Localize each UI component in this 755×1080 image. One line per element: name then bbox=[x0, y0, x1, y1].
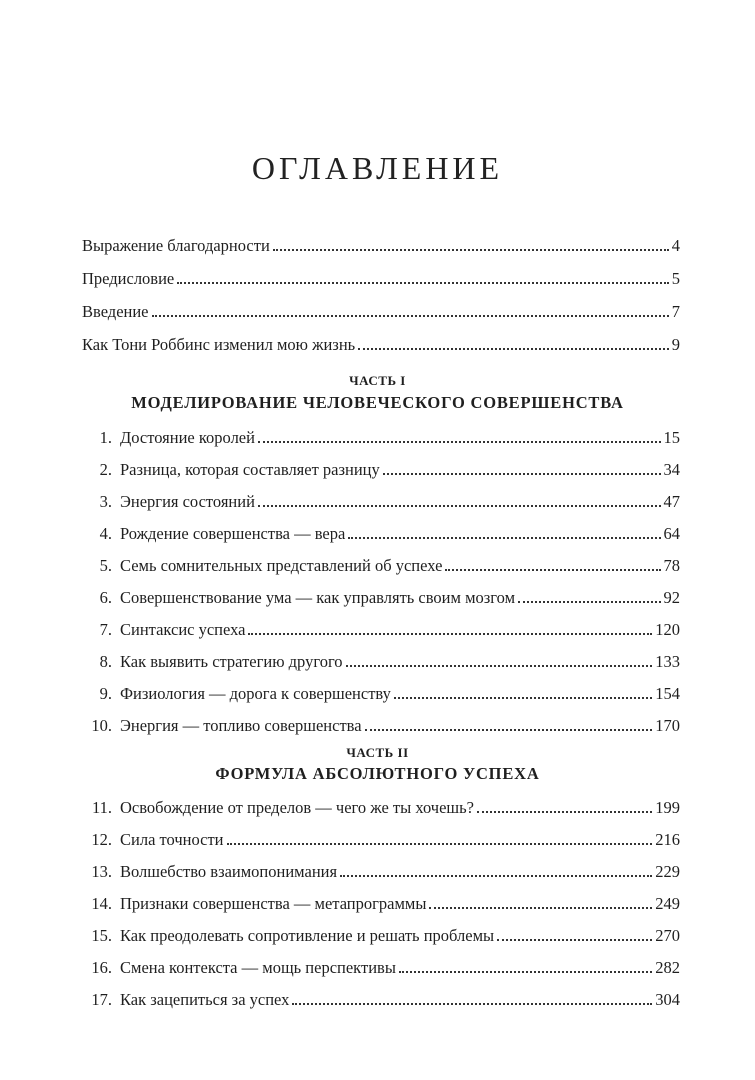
dot-leader bbox=[477, 810, 652, 813]
chapter-page: 133 bbox=[655, 652, 680, 671]
chapter-label: Рождение совершенства — вера bbox=[120, 524, 346, 543]
chapter-page: 78 bbox=[663, 556, 680, 575]
chapter-number: 3. bbox=[99, 492, 112, 511]
chapter-label: Сила точности bbox=[120, 830, 224, 849]
toc-entry-label: Как Тони Роббинс изменил мою жизнь bbox=[82, 335, 356, 354]
chapter-number: 10. bbox=[91, 716, 112, 735]
dot-leader bbox=[429, 906, 652, 909]
dot-leader bbox=[365, 728, 653, 731]
toc-chapter-17[interactable] bbox=[84, 986, 680, 1010]
dot-leader bbox=[340, 874, 652, 877]
chapter-number: 4. bbox=[99, 524, 112, 543]
chapter-page: 216 bbox=[655, 830, 680, 849]
chapter-page: 92 bbox=[663, 588, 680, 607]
toc-entry-page: 7 bbox=[671, 302, 680, 321]
part-1-label: ЧАСТЬ I bbox=[349, 373, 406, 388]
chapter-label: Разница, которая составляет разницу bbox=[120, 460, 380, 479]
chapter-number: 8. bbox=[99, 652, 112, 671]
dot-leader bbox=[348, 536, 660, 539]
toc-chapter-2[interactable] bbox=[84, 456, 680, 480]
dot-leader bbox=[518, 600, 660, 603]
part-2-label: ЧАСТЬ II bbox=[346, 745, 409, 760]
toc-chapter-12[interactable] bbox=[84, 826, 680, 850]
chapter-label: Освобождение от пределов — чего же ты хочешь? bbox=[120, 798, 474, 817]
chapter-label: Достояние королей bbox=[120, 428, 255, 447]
toc-chapter-14[interactable] bbox=[84, 890, 680, 914]
chapter-page: 249 bbox=[655, 894, 680, 913]
part-1-title: МОДЕЛИРОВАНИЕ ЧЕЛОВЕЧЕСКОГО СОВЕРШЕНСТВА bbox=[131, 393, 624, 412]
chapter-label: Физиология — дорога к совершенству bbox=[120, 684, 391, 703]
toc-chapter-3[interactable] bbox=[84, 488, 680, 512]
chapter-number: 16. bbox=[91, 958, 112, 977]
dot-leader bbox=[358, 347, 669, 350]
toc-entry-page: 5 bbox=[671, 269, 680, 288]
chapter-page: 170 bbox=[655, 716, 680, 735]
chapter-label: Синтаксис успеха bbox=[120, 620, 246, 639]
chapter-page: 304 bbox=[655, 990, 680, 1009]
dot-leader bbox=[445, 568, 660, 571]
chapter-page: 229 bbox=[655, 862, 680, 881]
chapter-label: Совершенствование ума — как управлять своим мозгом bbox=[120, 588, 516, 607]
chapter-label: Энергия — топливо совершенства bbox=[120, 716, 362, 735]
dot-leader bbox=[258, 504, 661, 507]
dot-leader bbox=[399, 970, 652, 973]
chapter-number: 15. bbox=[91, 926, 112, 945]
dot-leader bbox=[273, 248, 669, 251]
dot-leader bbox=[346, 664, 653, 667]
chapter-page: 64 bbox=[663, 524, 680, 543]
toc-chapter-4[interactable] bbox=[84, 520, 680, 544]
toc-entry-acknowledgements[interactable] bbox=[82, 232, 680, 256]
toc-chapter-13[interactable] bbox=[84, 858, 680, 882]
dot-leader bbox=[152, 314, 669, 317]
chapter-label: Волшебство взаимопонимания bbox=[120, 862, 338, 881]
dot-leader bbox=[394, 696, 652, 699]
chapter-number: 9. bbox=[99, 684, 112, 703]
chapter-page: 15 bbox=[663, 428, 680, 447]
dot-leader bbox=[383, 472, 661, 475]
toc-entry-page: 9 bbox=[671, 335, 680, 354]
toc-chapter-10[interactable] bbox=[84, 712, 680, 736]
dot-leader bbox=[227, 842, 653, 845]
toc-chapter-11[interactable] bbox=[84, 794, 680, 818]
chapter-number: 12. bbox=[91, 830, 112, 849]
chapter-number: 11. bbox=[91, 798, 112, 817]
chapter-label: Как выявить стратегию другого bbox=[120, 652, 343, 671]
chapter-page: 34 bbox=[663, 460, 680, 479]
toc-chapter-7[interactable] bbox=[84, 616, 680, 640]
chapter-number: 2. bbox=[99, 460, 112, 479]
chapter-number: 6. bbox=[99, 588, 112, 607]
dot-leader bbox=[177, 281, 669, 284]
chapter-number: 17. bbox=[91, 990, 112, 1009]
toc-entry-label: Введение bbox=[82, 302, 149, 321]
dot-leader bbox=[258, 440, 661, 443]
chapter-page: 47 bbox=[663, 492, 680, 511]
chapter-page: 270 bbox=[655, 926, 680, 945]
page-title: ОГЛАВЛЕНИЕ bbox=[251, 150, 504, 186]
chapter-label: Как преодолевать сопротивление и решать проблемы bbox=[120, 926, 495, 945]
dot-leader bbox=[292, 1002, 652, 1005]
chapter-page: 120 bbox=[655, 620, 680, 639]
dot-leader bbox=[248, 632, 652, 635]
chapter-label: Как зацепиться за успех bbox=[120, 990, 290, 1009]
chapter-number: 7. bbox=[99, 620, 112, 639]
chapter-number: 14. bbox=[91, 894, 112, 913]
toc-entry-label: Выражение благодарности bbox=[82, 236, 270, 255]
chapter-number: 13. bbox=[91, 862, 112, 881]
chapter-page: 154 bbox=[655, 684, 680, 703]
toc-entry-label: Предисловие bbox=[82, 269, 175, 288]
part-2-title: ФОРМУЛА АБСОЛЮТНОГО УСПЕХА bbox=[215, 764, 540, 783]
chapter-label: Смена контекста — мощь перспективы bbox=[120, 958, 396, 977]
chapter-number: 1. bbox=[99, 428, 112, 447]
chapter-number: 5. bbox=[99, 556, 112, 575]
toc-entry-how-tony-changed[interactable] bbox=[82, 331, 680, 355]
toc-chapter-8[interactable] bbox=[84, 648, 680, 672]
chapter-page: 282 bbox=[655, 958, 680, 977]
toc-chapter-15[interactable] bbox=[84, 922, 680, 946]
chapter-label: Семь сомнительных представлений об успехе bbox=[120, 556, 443, 575]
toc-entry-foreword[interactable] bbox=[82, 265, 680, 289]
toc-entry-page: 4 bbox=[671, 236, 680, 255]
toc-entry-introduction[interactable] bbox=[82, 298, 680, 322]
toc-chapter-6[interactable] bbox=[84, 584, 680, 608]
toc-chapter-9[interactable] bbox=[84, 680, 680, 704]
toc-chapter-1[interactable] bbox=[84, 424, 680, 448]
chapter-label: Признаки совершенства — метапрограммы bbox=[120, 894, 427, 913]
toc-chapter-5[interactable] bbox=[84, 552, 680, 576]
chapter-page: 199 bbox=[655, 798, 680, 817]
dot-leader bbox=[497, 938, 652, 941]
toc-chapter-16[interactable] bbox=[84, 954, 680, 978]
chapter-label: Энергия состояний bbox=[120, 492, 255, 511]
